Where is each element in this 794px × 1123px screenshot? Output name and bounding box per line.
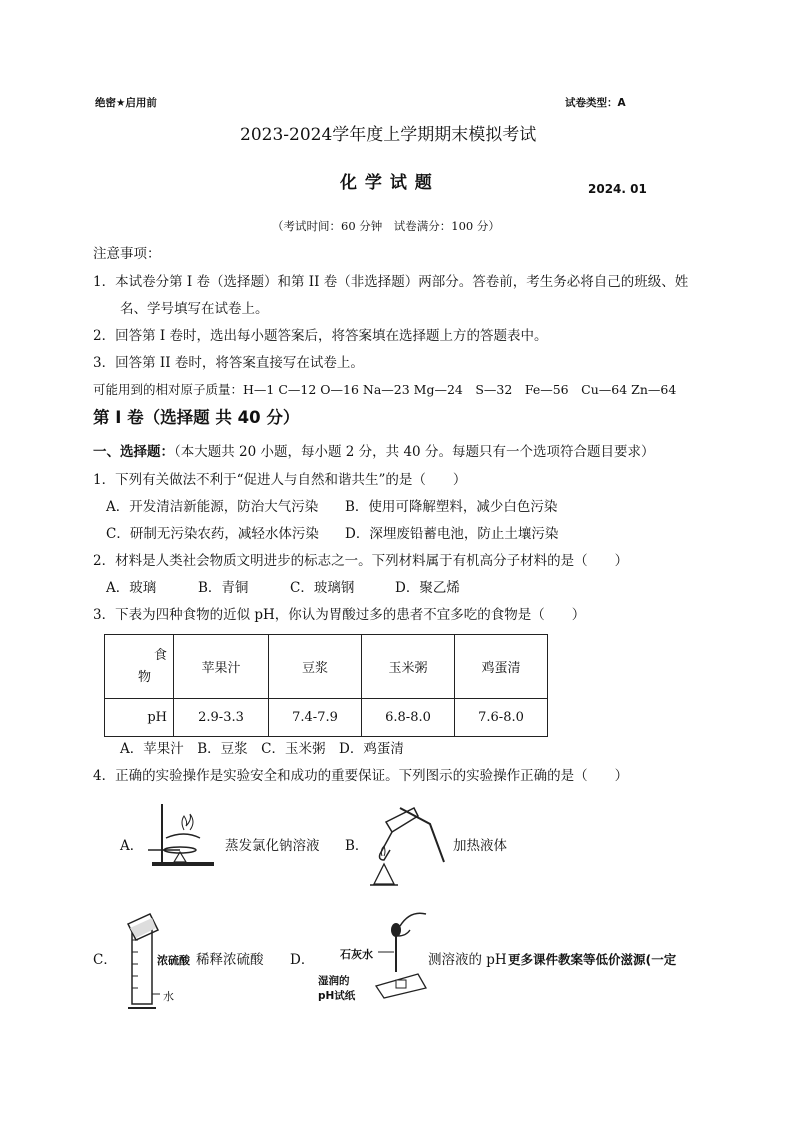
section-intro-text: （本大题共 20 小题，每小题 2 分，共 40 分。每题只有一个选项符合题目要求） (174, 444, 655, 460)
q2-option-d: D．聚乙烯 (395, 580, 460, 596)
evaporation-apparatus-icon (140, 800, 220, 868)
q4-option-a-label: A． (120, 838, 144, 854)
ph-table (104, 634, 548, 737)
q4-option-b-text: 加热液体 (453, 838, 507, 854)
fig-d-label-limewater: 石灰水 (340, 948, 373, 961)
q3-options: A．苹果汁 B．豆浆 C．玉米粥 D．鸡蛋清 (120, 741, 404, 757)
exam-date: 2024. 01 (588, 182, 647, 196)
food-soy-milk: 豆浆 (269, 635, 362, 699)
table-header-cell (105, 635, 174, 699)
ph-label-cell: pH (105, 699, 174, 737)
subject-title: 化 学 试 题 (340, 173, 433, 193)
food-apple-juice: 苹果汁 (174, 635, 269, 699)
header-char-2: 物 (137, 669, 151, 685)
q2-option-b: B．青铜 (198, 580, 249, 596)
table-row (105, 699, 548, 737)
q3-stem: 3．下表为四种食物的近似 pH，你认为胃酸过多的患者不宜多吃的食物是（ ） (93, 607, 586, 623)
note-1: 1．本试卷分第 I 卷（选择题）和第 II 卷（非选择题）两部分。答卷前，考生务必将自己的班级、姓 (93, 274, 689, 290)
q4-option-c-label: C． (93, 952, 117, 968)
food-corn-porridge: 玉米粥 (362, 635, 455, 699)
q4-stem: 4．正确的实验操作是实验安全和成功的重要保证。下列图示的实验操作正确的是（ ） (93, 768, 629, 784)
atomic-masses: 可能用到的相对原子质量：H—1 C—12 O—16 Na—23 Mg—24 S—32 Fe—56 Cu—64 Zn—64 (93, 382, 677, 397)
food-egg-white: 鸡蛋清 (455, 635, 548, 699)
ph-value: 7.4-7.9 (269, 699, 362, 737)
note-2: 2．回答第 I 卷时，选出每小题答案后，将答案填在选择题上方的答题表中。 (93, 328, 548, 344)
exam-title: 2023-2024学年度上学期期末模拟考试 (240, 125, 537, 145)
paper-type: 试卷类型：A (565, 97, 626, 109)
fig-d-label-wet: 湿润的 (318, 975, 350, 987)
promo-text: 更多课件教案等低价滋源(一定 (508, 952, 677, 967)
time-info: （考试时间：60 分钟 试卷满分：100 分） (272, 219, 500, 233)
fig-c-label-water: 水 (163, 990, 174, 1003)
table-row (105, 635, 548, 699)
q2-option-c: C．玻璃钢 (290, 580, 355, 596)
fig-d-label-ph-paper: pH试纸 (318, 990, 356, 1002)
q4-option-d-label: D． (290, 952, 315, 968)
q2-option-a: A．玻璃 (106, 580, 157, 596)
note-1-cont: 名、学号填写在试卷上。 (120, 301, 269, 317)
header-char-1: 食 (153, 647, 167, 663)
test-tube-heating-icon (368, 806, 448, 886)
note-3: 3．回答第 II 卷时，将答案直接写在试卷上。 (93, 355, 364, 371)
notes-heading: 注意事项： (93, 246, 161, 262)
q4-option-a-text: 蒸发氯化钠溶液 (225, 838, 320, 854)
q1-stem: 1．下列有关做法不利于“促进人与自然和谐共生”的是（ ） (93, 472, 467, 488)
q1-option-d: D．深埋废铅蓄电池，防止土壤污染 (345, 526, 559, 542)
fig-c-label-acid: 浓硫酸 (157, 954, 190, 967)
q1-option-c: C．研制无污染农药，减轻水体污染 (106, 526, 319, 542)
ph-value: 2.9-3.3 (174, 699, 269, 737)
q1-option-b: B．使用可降解塑料，减少白色污染 (345, 499, 558, 515)
q1-option-a: A．开发清洁新能源，防治大气污染 (106, 499, 319, 515)
section-intro (93, 442, 654, 462)
q4-option-c-text: 稀释浓硫酸 (196, 952, 264, 968)
q4-option-d-text: 测溶液的 pH (428, 952, 507, 968)
section-intro-label: 一、选择题： (93, 444, 174, 460)
ph-value: 6.8-8.0 (362, 699, 455, 737)
graduated-cylinder-icon (122, 910, 162, 1012)
q4-option-b-label: B． (345, 838, 369, 854)
confidential-mark: 绝密★启用前 (95, 97, 157, 109)
q2-stem: 2．材料是人类社会物质文明进步的标志之一。下列材料属于有机高分子材料的是（ ） (93, 553, 629, 569)
ph-value: 7.6-8.0 (455, 699, 548, 737)
section-title: 第 I 卷（选择题 共 40 分） (93, 408, 300, 427)
